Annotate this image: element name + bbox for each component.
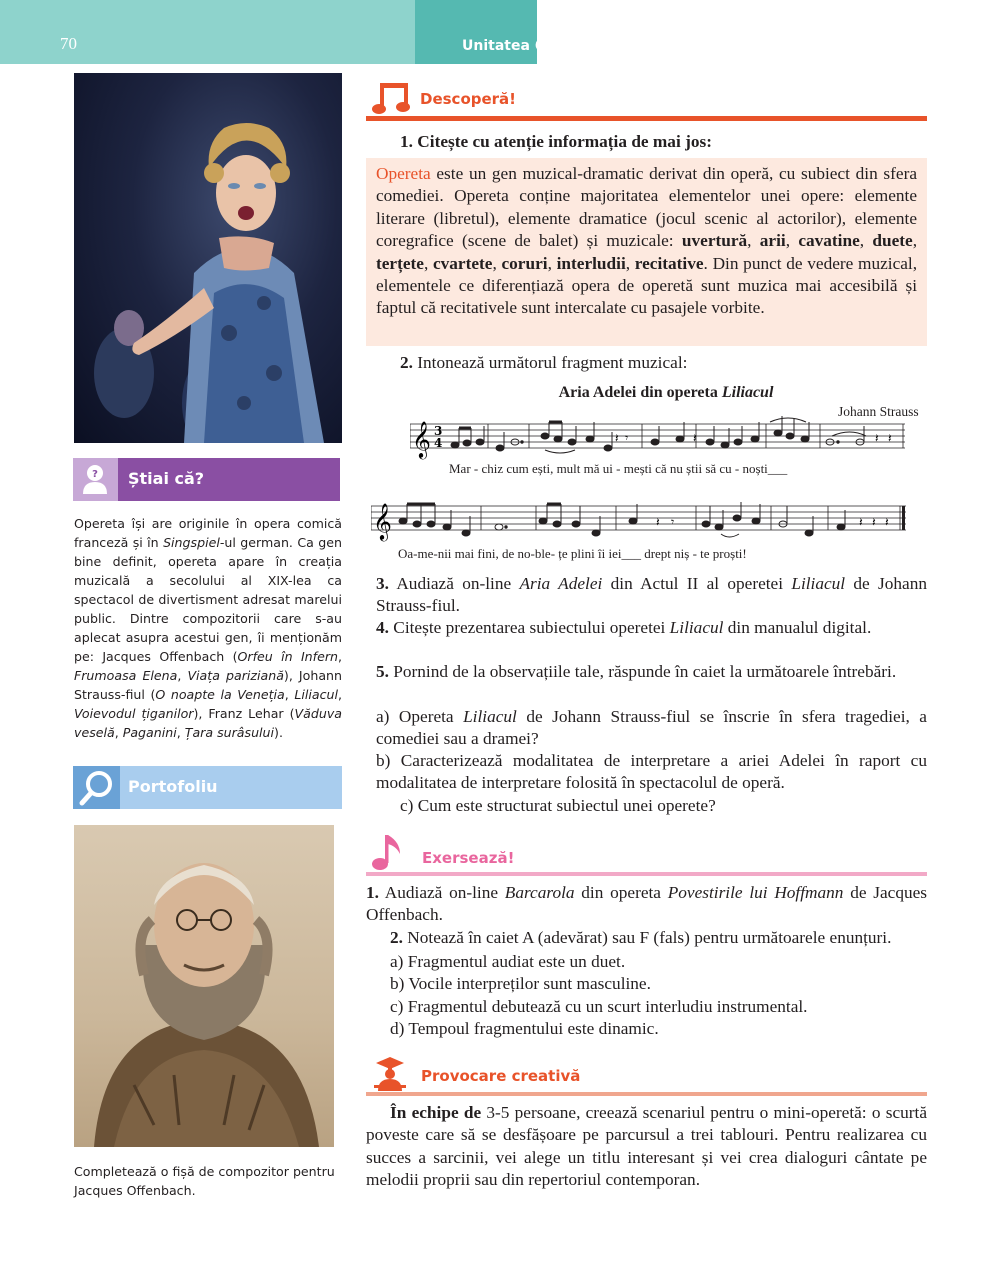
opera-singer-photo <box>74 73 342 443</box>
composer-name: Johann Strauss <box>838 404 919 419</box>
exercise-2-item: a) Fragmentul audiat este un duet. <box>390 952 626 971</box>
page-number: 70 <box>60 34 77 53</box>
question-5: 5. Pornind de la observațiile tale, răspunde în caiet la următoarele întrebări. <box>376 662 897 681</box>
svg-text:𝄽: 𝄽 <box>875 431 879 445</box>
person-info-icon <box>73 458 118 501</box>
svg-text:4: 4 <box>434 436 443 450</box>
exerseaza-title: Exersează! <box>422 849 515 867</box>
svg-text:𝄽: 𝄽 <box>656 515 660 529</box>
svg-text:𝄽: 𝄽 <box>888 431 892 445</box>
provocare-text: În echipe de 3-5 persoane, creează scenariul pentru o mini-operetă: o scurtă poveste care să se desfășoare pe parcursul a trei tablouri. Pentru realizarea cu succes a sarcinii, vei alege un titlu interesant și vei crea dialoguri cântate pe melodii proprii sau din repertoriul contemporan. <box>366 1103 927 1190</box>
magnifier-icon <box>73 766 120 809</box>
definition-text: Opereta este un gen muzical-dramatic derivat din operă, cu subiect din sfera comediei. Opereta conține majoritatea elementelor unei opere: elemente literare (libretul), elemente dramatice (jocul scenic al actorilor), elemente coregrafice (scene de balet) și muzicale: uvertură, arii, cavatine, duete, terțete, cvartete, coruri, interludii, recitative. Din punct de vedere muzical, elementele ce diferențiază opera de operetă sunt muzica mai accesibilă și faptul că recitativele sunt intercalate cu pasajele vorbite. <box>376 164 918 318</box>
unit-tab <box>415 0 537 64</box>
svg-text:?: ? <box>92 469 98 480</box>
question-2: 2. Intonează următorul fragment muzical: <box>400 353 688 372</box>
exercise-2: 2. Notează în caiet A (adevărat) sau F (fals) pentru următoarele enunțuri. <box>390 928 892 947</box>
score-lyrics-line-2: Oa-me-nii mai fini, de no-ble- țe plini îi iei___ drept niș - te proști! <box>398 546 747 561</box>
exercise-2-item: d) Tempoul fragmentului este dinamic. <box>390 1019 659 1038</box>
provocare-title: Provocare creativă <box>421 1067 581 1085</box>
eighth-note-icon <box>370 832 406 876</box>
question-5b: b) Caracterizează modalitatea de interpretare a ariei Adelei în raport cu modalitatea de interpretare folosită în spectacolul de operă. <box>376 751 927 793</box>
question-5a: a) Opereta Liliacul de Johann Strauss-fiul se înscrie în sfera tragediei, a comediei sau a dramei? <box>376 707 927 749</box>
svg-text:𝄾: 𝄾 <box>671 515 675 529</box>
teacher-board-icon <box>370 1055 410 1097</box>
question-5c: c) Cum este structurat subiectul unei operete? <box>400 796 716 815</box>
svg-text:𝄽: 𝄽 <box>615 431 619 445</box>
header-band <box>0 0 415 64</box>
svg-text:𝄞: 𝄞 <box>412 420 431 458</box>
descopera-title: Descoperă! <box>420 90 517 108</box>
descopera-rule <box>366 116 927 121</box>
music-note-icon <box>372 77 412 121</box>
exerseaza-rule <box>366 872 927 876</box>
exercise-2-item: b) Vocile interpreților sunt masculine. <box>390 974 651 993</box>
stiai-title: Știai că? <box>128 469 205 488</box>
question-1: 1. Citește cu atenție informația de mai jos: <box>400 132 712 151</box>
svg-text:𝄞: 𝄞 <box>373 502 392 540</box>
exercise-2-item: c) Fragmentul debutează cu un scurt interludiu instrumental. <box>390 997 808 1016</box>
svg-text:𝄾: 𝄾 <box>625 431 629 445</box>
unit-label: Unitatea 6 <box>462 38 545 54</box>
score-lyrics-line-1: Mar - chiz cum ești, mult mă ui - mești că nu știi să cu - noști___ <box>449 461 788 476</box>
question-3: 3. Audiază on-line Aria Adelei din Actul II al operetei Liliacul de Johann Strauss-fiul. <box>376 574 927 616</box>
svg-text:𝄽: 𝄽 <box>872 515 876 529</box>
svg-text:3: 3 <box>434 424 443 438</box>
portofoliu-title: Portofoliu <box>128 777 218 796</box>
svg-text:𝄽: 𝄽 <box>693 431 697 445</box>
exercise-1: 1. Audiază on-line Barcarola din opereta Povestirile lui Hoffmann de Jacques Offenbach. <box>366 883 927 925</box>
provocare-rule <box>366 1092 927 1096</box>
portofoliu-caption: Completează o fișă de compozitor pentru Jacques Offenbach. <box>74 1164 335 1198</box>
svg-text:𝄽: 𝄽 <box>885 515 889 529</box>
aria-title: Aria Adelei din opereta Liliacul <box>558 384 774 401</box>
offenbach-portrait-photo <box>74 825 334 1147</box>
stiai-text: Opereta își are originile în opera comică franceză și în Singspiel-ul german. Ca gen bine definit, opereta apare în creația muzicală a secolului al XIX-lea ca spectacol de divertisment adresat marelui public. Dintre compozitorii care s-au aplecat asupra acestui gen, îi menționăm pe: Jacques Offenbach (Orfeu în Infern, Frumoasa Elena, Viața pariziană), Johann Strauss-fiul (O noapte la Veneția, Liliacul, Voievodul țiganilor), Franz Lehar (Văduva veselă, Paganini, Țara surâsului). <box>74 516 343 740</box>
question-4: 4. Citește prezentarea subiectului operetei Liliacul din manualul digital. <box>376 618 872 637</box>
svg-text:𝄽: 𝄽 <box>859 515 863 529</box>
